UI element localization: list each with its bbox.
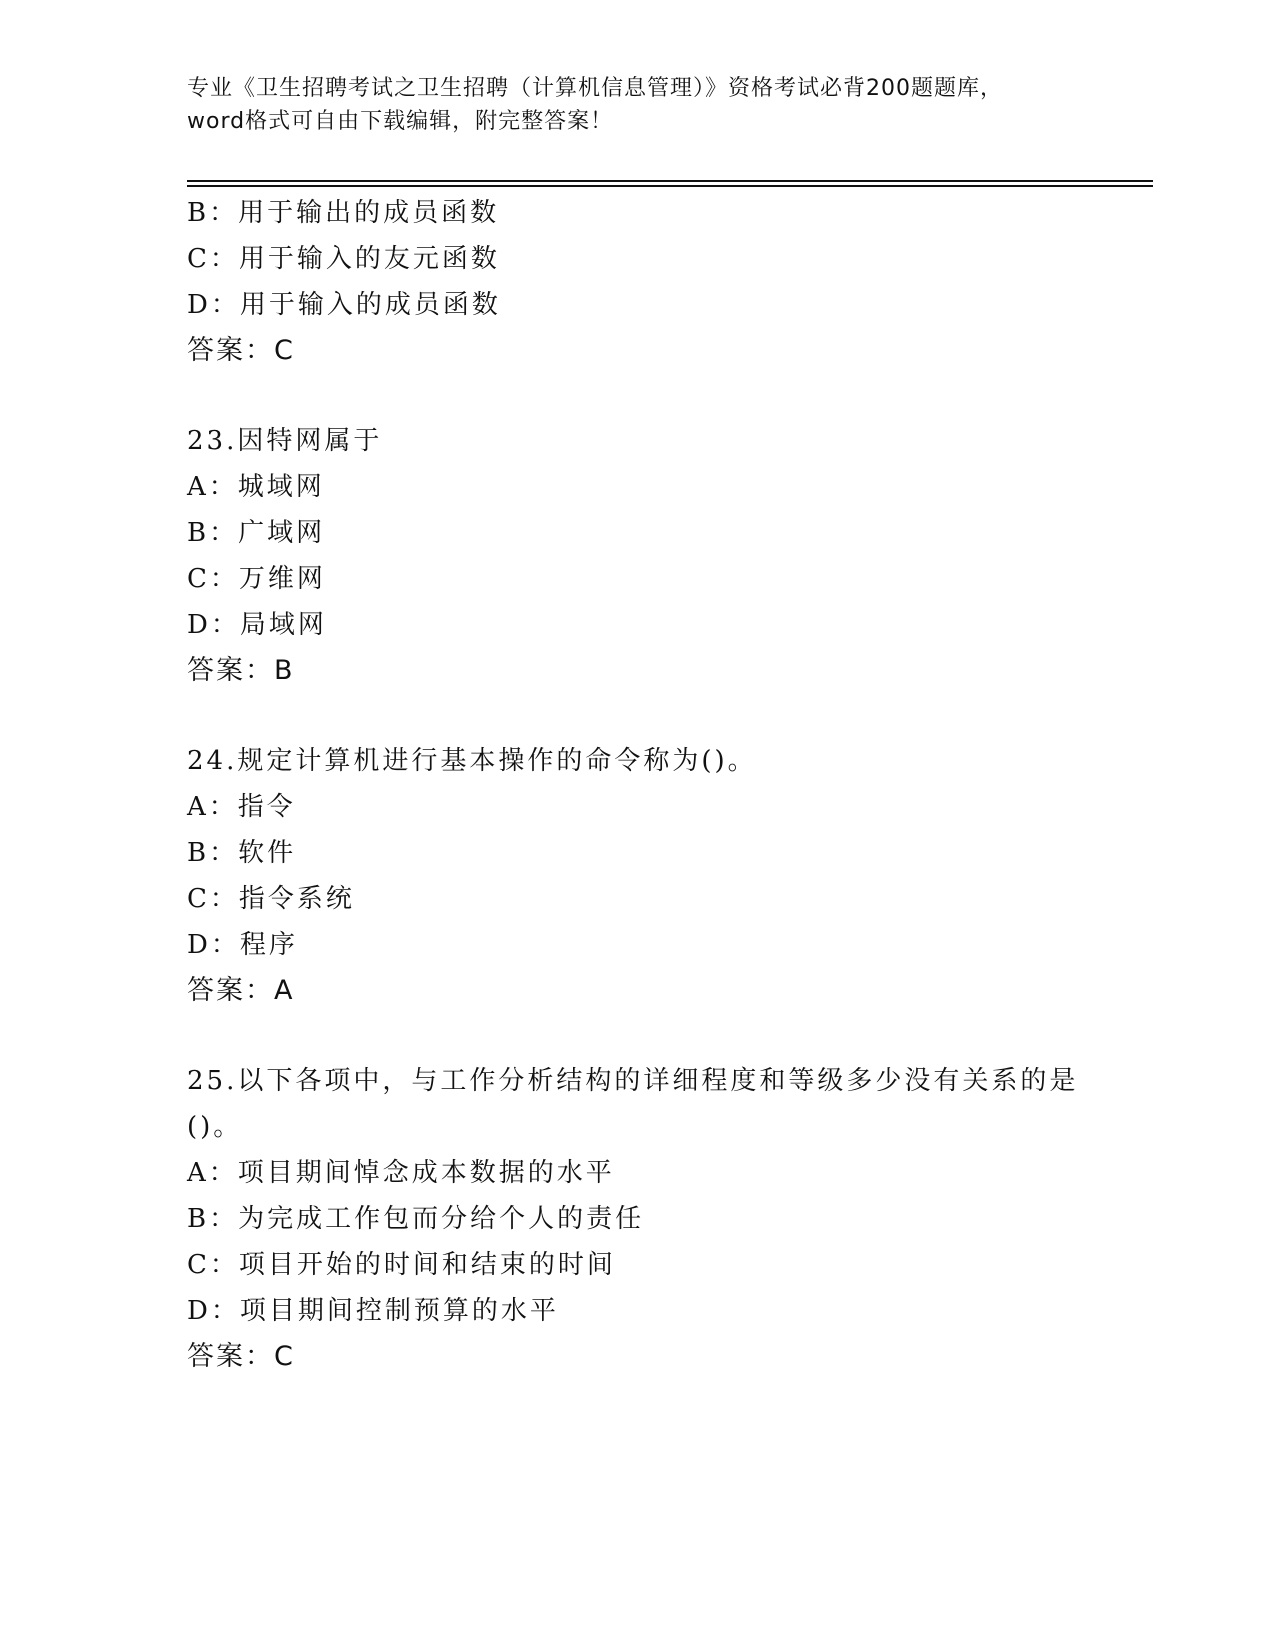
answer-line: 答案：C xyxy=(187,335,295,366)
option-a: A：指令 xyxy=(187,792,296,822)
option-c: C：指令系统 xyxy=(187,884,355,914)
question-stem-line-1: 25.以下各项中，与工作分析结构的详细程度和等级多少没有关系的是 xyxy=(187,1066,1079,1096)
document-header xyxy=(187,72,1087,138)
option-a: A：项目期间悼念成本数据的水平 xyxy=(187,1158,615,1188)
question-block-24 xyxy=(187,738,1087,1014)
spacer xyxy=(187,694,1087,738)
header-title-line-1: 专业《卫生招聘考试之卫生招聘（计算机信息管理）》资格考试必背200题题库， xyxy=(187,76,1003,101)
option-d: D：项目期间控制预算的水平 xyxy=(187,1296,559,1326)
option-a: A：城域网 xyxy=(187,472,325,502)
answer-line: 答案：C xyxy=(187,1341,295,1372)
spacer xyxy=(187,1014,1087,1058)
option-c: C：万维网 xyxy=(187,564,326,594)
question-stem-line-2: ()。 xyxy=(187,1112,243,1142)
question-stem: 23.因特网属于 xyxy=(187,426,383,456)
question-block-25 xyxy=(187,1058,1087,1380)
answer-line: 答案：A xyxy=(187,975,295,1006)
option-b: B：为完成工作包而分给个人的责任 xyxy=(187,1204,645,1234)
option-d: D：局域网 xyxy=(187,610,327,640)
header-title-line-2: word格式可自由下载编辑，附完整答案！ xyxy=(187,109,614,134)
option-b: B：软件 xyxy=(187,838,297,868)
header-divider-top xyxy=(187,180,1153,182)
option-b: B：用于输出的成员函数 xyxy=(187,198,500,228)
option-d: D：程序 xyxy=(187,930,298,960)
spacer xyxy=(187,374,1087,418)
option-d: D：用于输入的成员函数 xyxy=(187,290,501,320)
question-block-23 xyxy=(187,418,1087,694)
question-stem: 24.规定计算机进行基本操作的命令称为()。 xyxy=(187,746,757,776)
option-c: C：项目开始的时间和结束的时间 xyxy=(187,1250,616,1280)
header-divider-bottom xyxy=(187,185,1153,187)
question-list xyxy=(187,190,1087,1380)
answer-line: 答案：B xyxy=(187,655,295,686)
question-block-22 xyxy=(187,190,1087,374)
option-c: C：用于输入的友元函数 xyxy=(187,244,500,274)
option-b: B：广域网 xyxy=(187,518,326,548)
